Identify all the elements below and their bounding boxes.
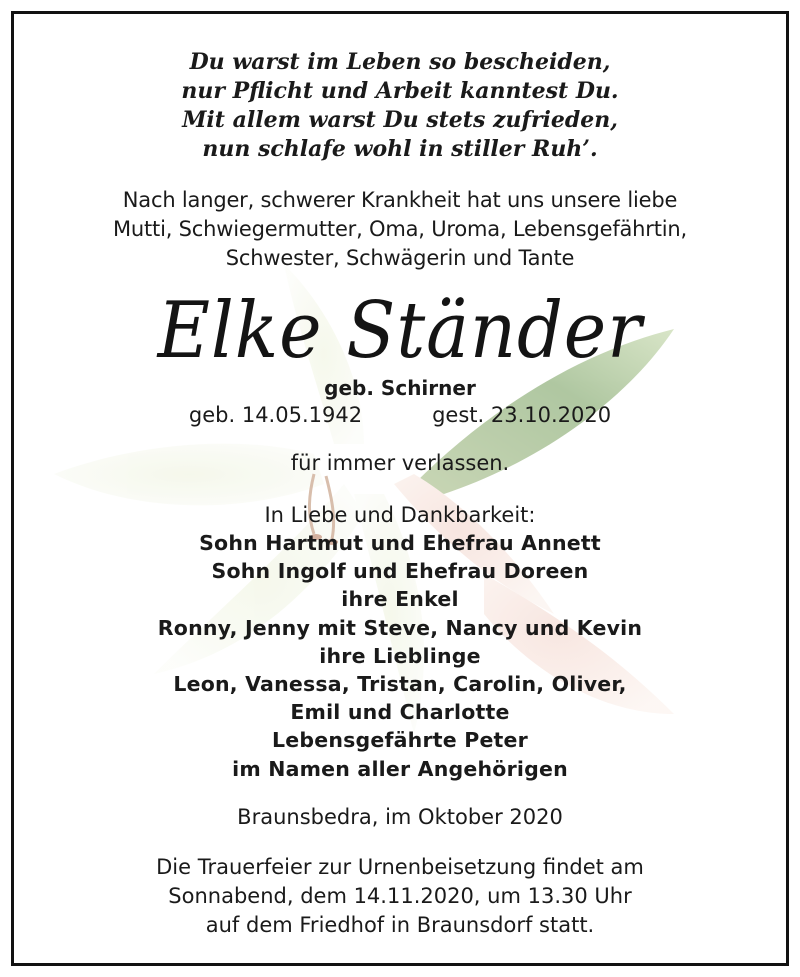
funeral-service-info — [14, 853, 786, 940]
deceased-name: Elke Ständer — [157, 286, 643, 376]
place-date: Braunsbedra, im Oktober 2020 — [237, 804, 563, 829]
obituary-content — [14, 14, 786, 940]
service-line: Die Trauerfeier zur Urnenbeisetzung findet am — [156, 854, 644, 879]
mourner-line: Sohn Hartmut und Ehefrau Annett — [199, 531, 601, 555]
service-line: Sonnabend, dem 14.11.2020, um 13.30 Uhr — [168, 883, 632, 908]
intro-line: Schwester, Schwägerin und Tante — [225, 246, 575, 270]
mourner-line: ihre Lieblinge — [319, 643, 481, 668]
birth-date: geb. 14.05.1942 — [188, 403, 363, 427]
mourner-line: Leon, Vanessa, Tristan, Carolin, Oliver, — [173, 672, 627, 697]
obituary-frame — [11, 11, 789, 966]
intro-line: Nach langer, schwerer Krankheit hat uns unsere liebe — [122, 188, 678, 212]
mourner-line: Lebensgefährte Peter — [272, 728, 528, 753]
service-line: auf dem Friedhof in Braunsdorf statt. — [205, 912, 595, 937]
poem-line: nur Pflicht und Arbeit kanntest Du. — [181, 78, 619, 104]
mourner-line: ihre Enkel — [341, 587, 459, 612]
mourner-line: Emil und Charlotte — [290, 700, 510, 725]
thanks-heading: In Liebe und Dankbarkeit: — [264, 503, 536, 527]
poem-line: nun schlafe wohl in stiller Ruh’. — [202, 136, 598, 162]
intro-text — [14, 186, 786, 273]
left-us-text: für immer verlassen. — [290, 451, 510, 475]
life-dates — [14, 401, 786, 429]
intro-line: Mutti, Schwiegermutter, Oma, Uroma, Lebensgefährtin, — [113, 217, 687, 241]
poem-line: Mit allem warst Du stets zufrieden, — [182, 107, 618, 133]
poem-line: Du warst im Leben so bescheiden, — [189, 49, 611, 75]
mourner-line: Sohn Ingolf und Ehefrau Doreen — [211, 559, 589, 584]
mourner-line: Ronny, Jenny mit Steve, Nancy und Kevin — [157, 615, 643, 640]
death-date: gest. 23.10.2020 — [432, 403, 612, 427]
memorial-poem — [14, 48, 786, 164]
mourners-list — [14, 529, 786, 783]
birth-name: geb. Schirner — [324, 376, 476, 400]
mourner-line: im Namen aller Angehörigen — [232, 756, 568, 781]
